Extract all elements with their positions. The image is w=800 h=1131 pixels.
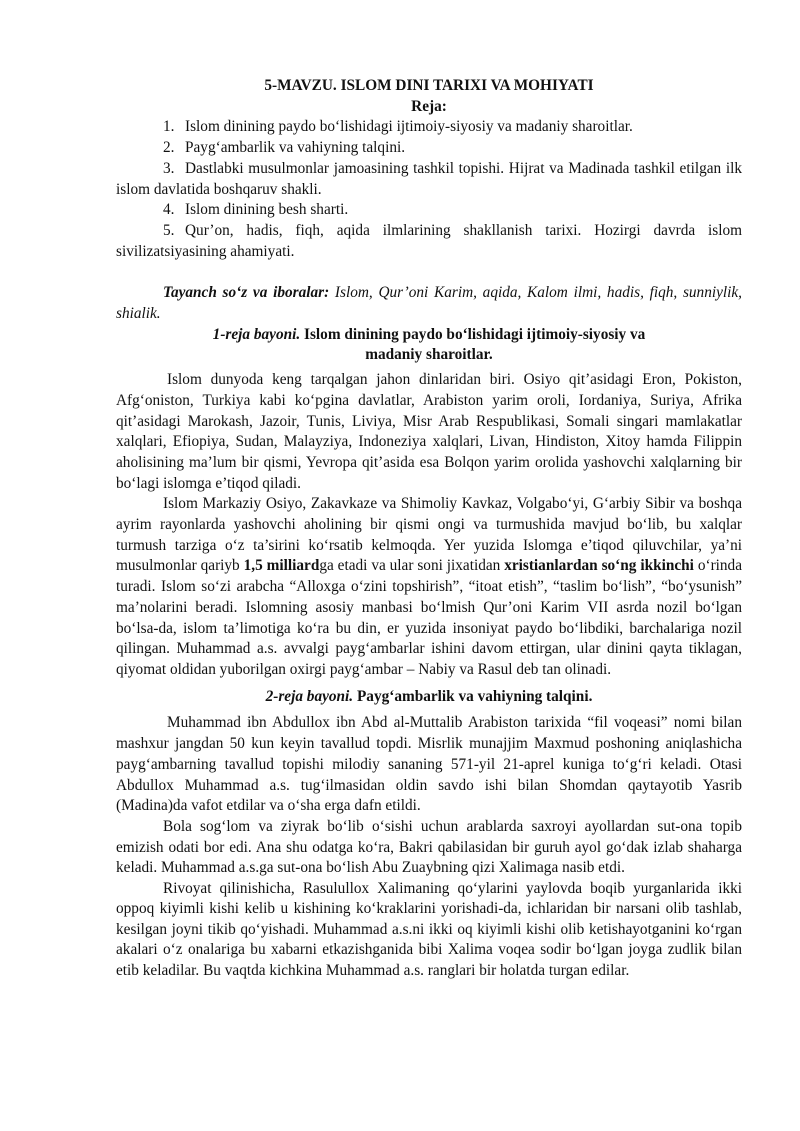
plan-item-number: 4.	[163, 201, 175, 219]
plan-item-text: Qur’on, hadis, fiqh, aqida ilmlarining shakllanish tarixi. Hozirgi davrda islom sivilizatsiyasining ahamiyati.	[116, 221, 742, 260]
plan-list	[116, 117, 742, 262]
plan-item-number: 2.	[163, 139, 175, 157]
document-page	[116, 68, 742, 981]
section1-heading-line1: Islom dinining paydo bo‘lishidagi ijtimoiy-siyosiy va	[300, 325, 646, 343]
section1-p2-text-a: Islom Markaziy Osiyo, Zakavkaze va Shimoliy Kavkaz, Volgabo‘yi, G‘arbiy Sibir va boshqa ayrim rayonlarda yashovchi aholining bir qismi ongi va turmushida mavjud bo‘lib, bu xalqlar turmush tarziga o‘z ta’sirini ko‘rsatib kelmoqda. Yer yuzida Islomga e’tiqod qiluvchilar, ya’ni musulmonlar qariyb	[116, 495, 742, 575]
plan-item	[116, 138, 742, 159]
section1-heading	[116, 325, 742, 366]
section1-label: 1-reja bayoni.	[212, 325, 301, 343]
section2-label: 2-reja bayoni.	[265, 687, 354, 705]
section1-paragraph-2	[116, 494, 742, 680]
section1-p2-bold-count: 1,5 milliard	[243, 557, 320, 575]
plan-item	[116, 159, 742, 200]
plan-item-number: 5.	[163, 221, 175, 239]
plan-item	[116, 117, 742, 138]
section2-paragraph-1: Muhammad ibn Abdullox ibn Abd al-Muttalib Arabiston tarixida “fil voqeasi” nomi bilan mashxur jangdan 50 kun keyin tavallud topdi. Misrlik munajjim Maxmud poshoning aniqlashicha payg‘ambarning tavallud topishi milodiy sananing 571-yil 21-aprel kuniga to‘g‘ri keladi. Otasi Abdullox Muhammad a.s. tug‘ilmasidan oldin savdo ishi bilan Shomdan qaytayotib Yasrib (Madina)da vafot etdilar va o‘sha erga dafn etildi.	[116, 714, 742, 815]
plan-item-number: 1.	[163, 118, 175, 136]
plan-item-text: Islom dinining besh sharti.	[185, 201, 349, 219]
plan-item-text: Payg‘ambarlik va vahiyning talqini.	[185, 139, 406, 157]
keywords-text: Islom, Qur’oni Karim, aqida, Kalom ilmi, hadis, fiqh, sunniylik, shialik.	[116, 284, 743, 323]
section2-heading-text: Payg‘ambarlik va vahiyning talqini.	[353, 687, 593, 705]
section1-p2-bold-rank: xristianlardan so‘ng ikkinchi	[504, 557, 694, 575]
plan-item	[116, 221, 742, 262]
plan-item	[116, 200, 742, 221]
section2-heading	[116, 687, 742, 708]
section1-heading-line2: madaniy sharoitlar.	[365, 346, 493, 364]
section2-paragraph-3: Rivoyat qilinishicha, Rasulullox Xalimaning qo‘ylarini yaylovda boqib yurganlarida ikki oppoq kiyimli kishi kelib u kishining ko‘kraklarini yorishadi-da, ichlaridan bir narsani olib tashlab, kesilgan joyni tikib qo‘yishadi. Muhammad a.s.ni ikki oq kiyimli kishi olib ketishayotganini ko‘rgan akalari o‘z onalariga bu xabarni etkazishganida bibi Xalima voqea sodir bo‘lgan joyga zudlik bilan etib keladilar. Bu vaqtda kichkina Muhammad a.s. ranglari bir holatda turgan edilar.	[116, 880, 742, 979]
keywords-label: Tayanch so‘z va iboralar:	[163, 284, 330, 302]
plan-item-text: Dastlabki musulmonlar jamoasining tashkil topishi. Hijrat va Madinada tashkil etilgan ilk islom davlatida boshqaruv shakli.	[116, 159, 742, 198]
section1-p2-text-c: ga etadi va ular soni jixatidan	[319, 557, 505, 575]
keywords-paragraph	[116, 283, 742, 324]
plan-item-number: 3.	[163, 159, 175, 177]
section1-paragraph-1: Islom dunyoda keng tarqalgan jahon dinlaridan biri. Osiyo qit’asidagi Eron, Pokiston, Afg‘oniston, Turkiya kabi ko‘pgina davlatlar, Arabiston yarim oroli, Iordaniya, Suriya, Afrika qit’asidagi Marokash, Jazoir, Tunis, Liviya, Misr Arab Respublikasi, Somali singari mamlakatlar xalqlari, Efiopiya, Sudan, Malayziya, Indoneziya xalqlari, Livan, Hindiston, Xitoy hamda Filippin aholisining ma’lum bir qismi, Yevropa qit’asida esa Bolqon yarim orolida yashovchi xalqlarning bir bo‘lagi islomga e’tiqod qiladi.	[116, 371, 742, 492]
section1-p2-text-d: o‘rinda turadi. Islom so‘zi arabcha “Alloxga o‘zini topshirish”, “itoat etish”, “taslim bo‘lish”, “bo‘ysunish” ma’nolarini beradi. Islomning asosiy manbasi bo‘lmish Qur’oni Karim VII asrda nozil bo‘lgan bo‘lsa-da, islom ta’limotiga ko‘ra bu din, er yuzida insoniyat paydo bo‘libdiki, barchalariga nozil qilingan. Muhammad a.s. avvalgi payg‘ambarlar ishini davom ettirgan, ular dinini qayta tiklagan, qiyomat oldidan yuborilgan oxirgi payg‘ambar – Nabiy va Rasul deb tan olinadi.	[116, 557, 742, 678]
document-title: 5-MAVZU. ISLOM DINI TARIXI VA MOHIYATI	[264, 77, 594, 94]
plan-label: Reja:	[411, 97, 447, 115]
plan-item-text: Islom dinining paydo bo‘lishidagi ijtimoiy-siyosiy va madaniy sharoitlar.	[185, 118, 633, 136]
spacer	[116, 262, 742, 283]
section2-paragraph-2: Bola sog‘lom va ziyrak bo‘lib o‘sishi uchun arablarda saxroyi ayollardan sut-ona topib emizish odati bor edi. Ana shu odatga ko‘ra, Bakri qabilasidan bir guruh ayol go‘dak izlab shaharga keladi. Muhammad a.s.ga sut-ona bo‘lish Abu Zuaybning qizi Xalimaga nasib etdi.	[116, 817, 742, 877]
